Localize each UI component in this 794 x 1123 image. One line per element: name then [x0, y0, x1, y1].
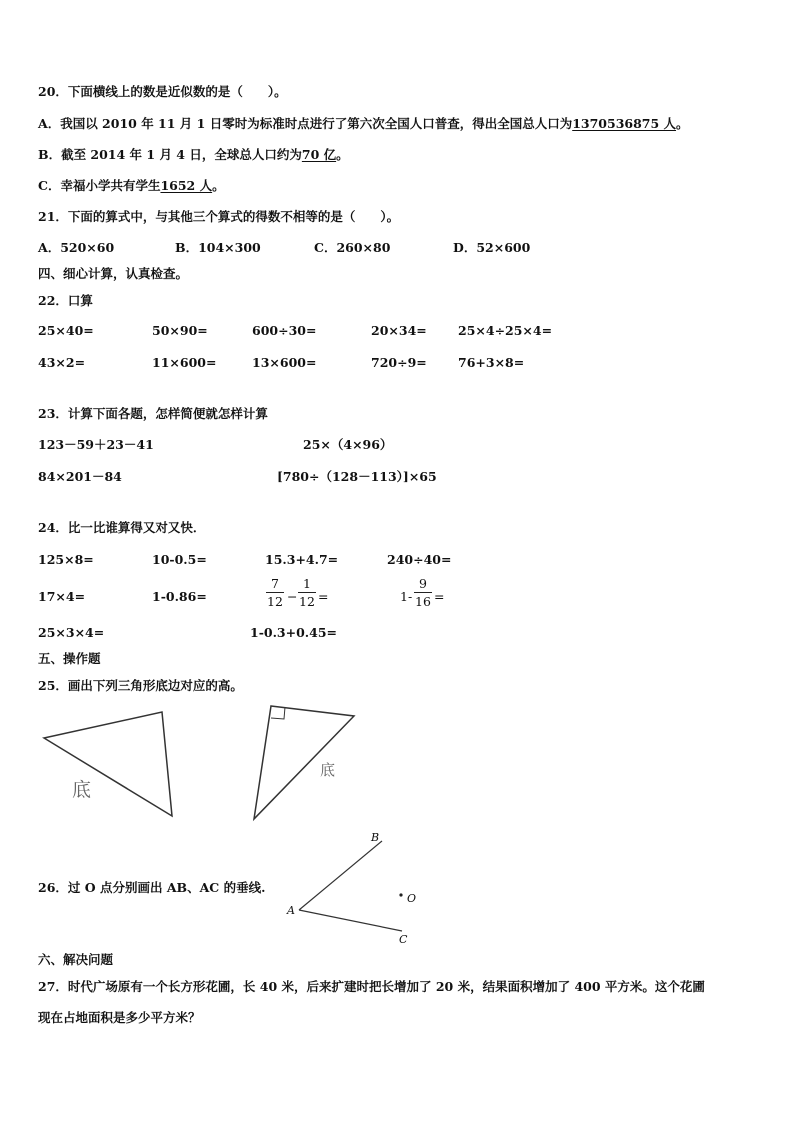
q22-r1-c2: 50×90= — [152, 323, 208, 338]
q22-r1-c3: 600÷30= — [252, 323, 317, 338]
ray-ac — [299, 910, 402, 931]
equals-sign: = — [318, 589, 329, 604]
q27-line-2: 现在占地面积是多少平方米？ — [38, 1010, 201, 1025]
q20-a-suffix: 。 — [676, 116, 689, 131]
fraction-denominator: 16 — [415, 594, 431, 609]
q21-option-c: C．260×80 — [314, 240, 391, 255]
q25-title: 25．画出下列三角形底边对应的高。 — [38, 678, 243, 693]
q24-r1-c3: 15.3+4.7= — [265, 552, 339, 567]
triangle-2-base-label: 底 — [320, 761, 336, 779]
section-5-heading: 五、操作题 — [38, 651, 101, 666]
q23-item-3: 84×201－84 — [38, 469, 122, 484]
q21-stem: 21．下面的算式中，与其他三个算式的得数不相等的是（ ）。 — [38, 209, 400, 224]
q20-stem: 20．下面横线上的数是近似数的是（ ）。 — [38, 84, 287, 99]
q24-r2-c2: 1-0.86= — [152, 589, 207, 604]
q20-b-suffix: 。 — [336, 147, 349, 162]
q23-item-2: 25×（4×96） — [303, 437, 393, 452]
q20-a-prefix: A．我国以 2010 年 11 月 1 日零时为标准时点进行了第六次全国人口普查，得出全国总人口为 — [38, 116, 573, 131]
one-minus: 1- — [400, 589, 413, 604]
q23-item-1: 123－59＋23－41 — [38, 437, 154, 452]
label-c: C — [399, 933, 408, 946]
section-4-heading: 四、细心计算，认真检查。 — [38, 266, 189, 281]
q20-c-value: 1652 人 — [160, 178, 213, 193]
fraction-numerator: 9 — [419, 576, 427, 591]
q22-r2-c5: 76+3×8= — [458, 355, 525, 370]
equals-sign: = — [434, 589, 445, 604]
q26-title: 26．过 O 点分别画出 AB、AC 的垂线. — [38, 880, 266, 895]
q23-item-4: [780÷（128－113）]×65 — [277, 469, 437, 484]
q22-r2-c2: 11×600= — [152, 355, 217, 370]
triangle-1-base-label: 底 — [72, 779, 92, 801]
q27-line-1: 27．时代广场原有一个长方形花圃，长 40 米，后来扩建时把长增加了 20 米，结果面积增加了 400 平方米。这个花圃 — [38, 979, 705, 994]
q22-r1-c1: 25×40= — [38, 323, 94, 338]
q21-option-d: D．52×600 — [453, 240, 531, 255]
q24-r1-c1: 125×8= — [38, 552, 94, 567]
fraction-denominator: 12 — [267, 594, 283, 609]
label-o: O — [407, 892, 417, 905]
q20-c-suffix: 。 — [212, 178, 225, 193]
ray-ab — [299, 841, 382, 910]
q22-r2-c3: 13×600= — [252, 355, 317, 370]
q24-title: 24．比一比谁算得又对又快． — [38, 520, 206, 535]
q21-option-a: A．520×60 — [38, 240, 115, 255]
q22-r1-c5: 25×4÷25×4= — [458, 323, 553, 338]
q20-a-value: 1370536875 人 — [572, 116, 677, 131]
q24-r1-c4: 240÷40= — [387, 552, 452, 567]
q20-b-prefix: B．截至 2014 年 1 月 4 日，全球总人口约为 — [38, 147, 302, 162]
q24-r2-c1: 17×4= — [38, 589, 86, 604]
q24-r1-c2: 10-0.5= — [152, 552, 207, 567]
fraction-denominator: 12 — [299, 594, 315, 609]
point-o — [399, 893, 402, 896]
minus-sign: − — [287, 589, 298, 604]
q22-r1-c4: 20×34= — [371, 323, 427, 338]
q22-r2-c4: 720÷9= — [371, 355, 427, 370]
label-b: B — [371, 831, 380, 844]
q22-title: 22．口算 — [38, 293, 93, 308]
q21-option-b: B．104×300 — [175, 240, 261, 255]
label-a: A — [287, 904, 295, 917]
q24-r3-c2: 1-0.3+0.45= — [250, 625, 338, 640]
fraction-numerator: 7 — [271, 576, 279, 591]
q20-b-value: 70 亿 — [301, 147, 337, 162]
q20-c-prefix: C．幸福小学共有学生 — [38, 178, 161, 193]
q23-title: 23．计算下面各题，怎样简便就怎样计算 — [38, 406, 268, 421]
section-6-heading: 六、解决问题 — [38, 952, 114, 967]
q22-r2-c1: 43×2= — [38, 355, 86, 370]
q24-r3-c1: 25×3×4= — [38, 625, 105, 640]
fraction-numerator: 1 — [303, 576, 311, 591]
